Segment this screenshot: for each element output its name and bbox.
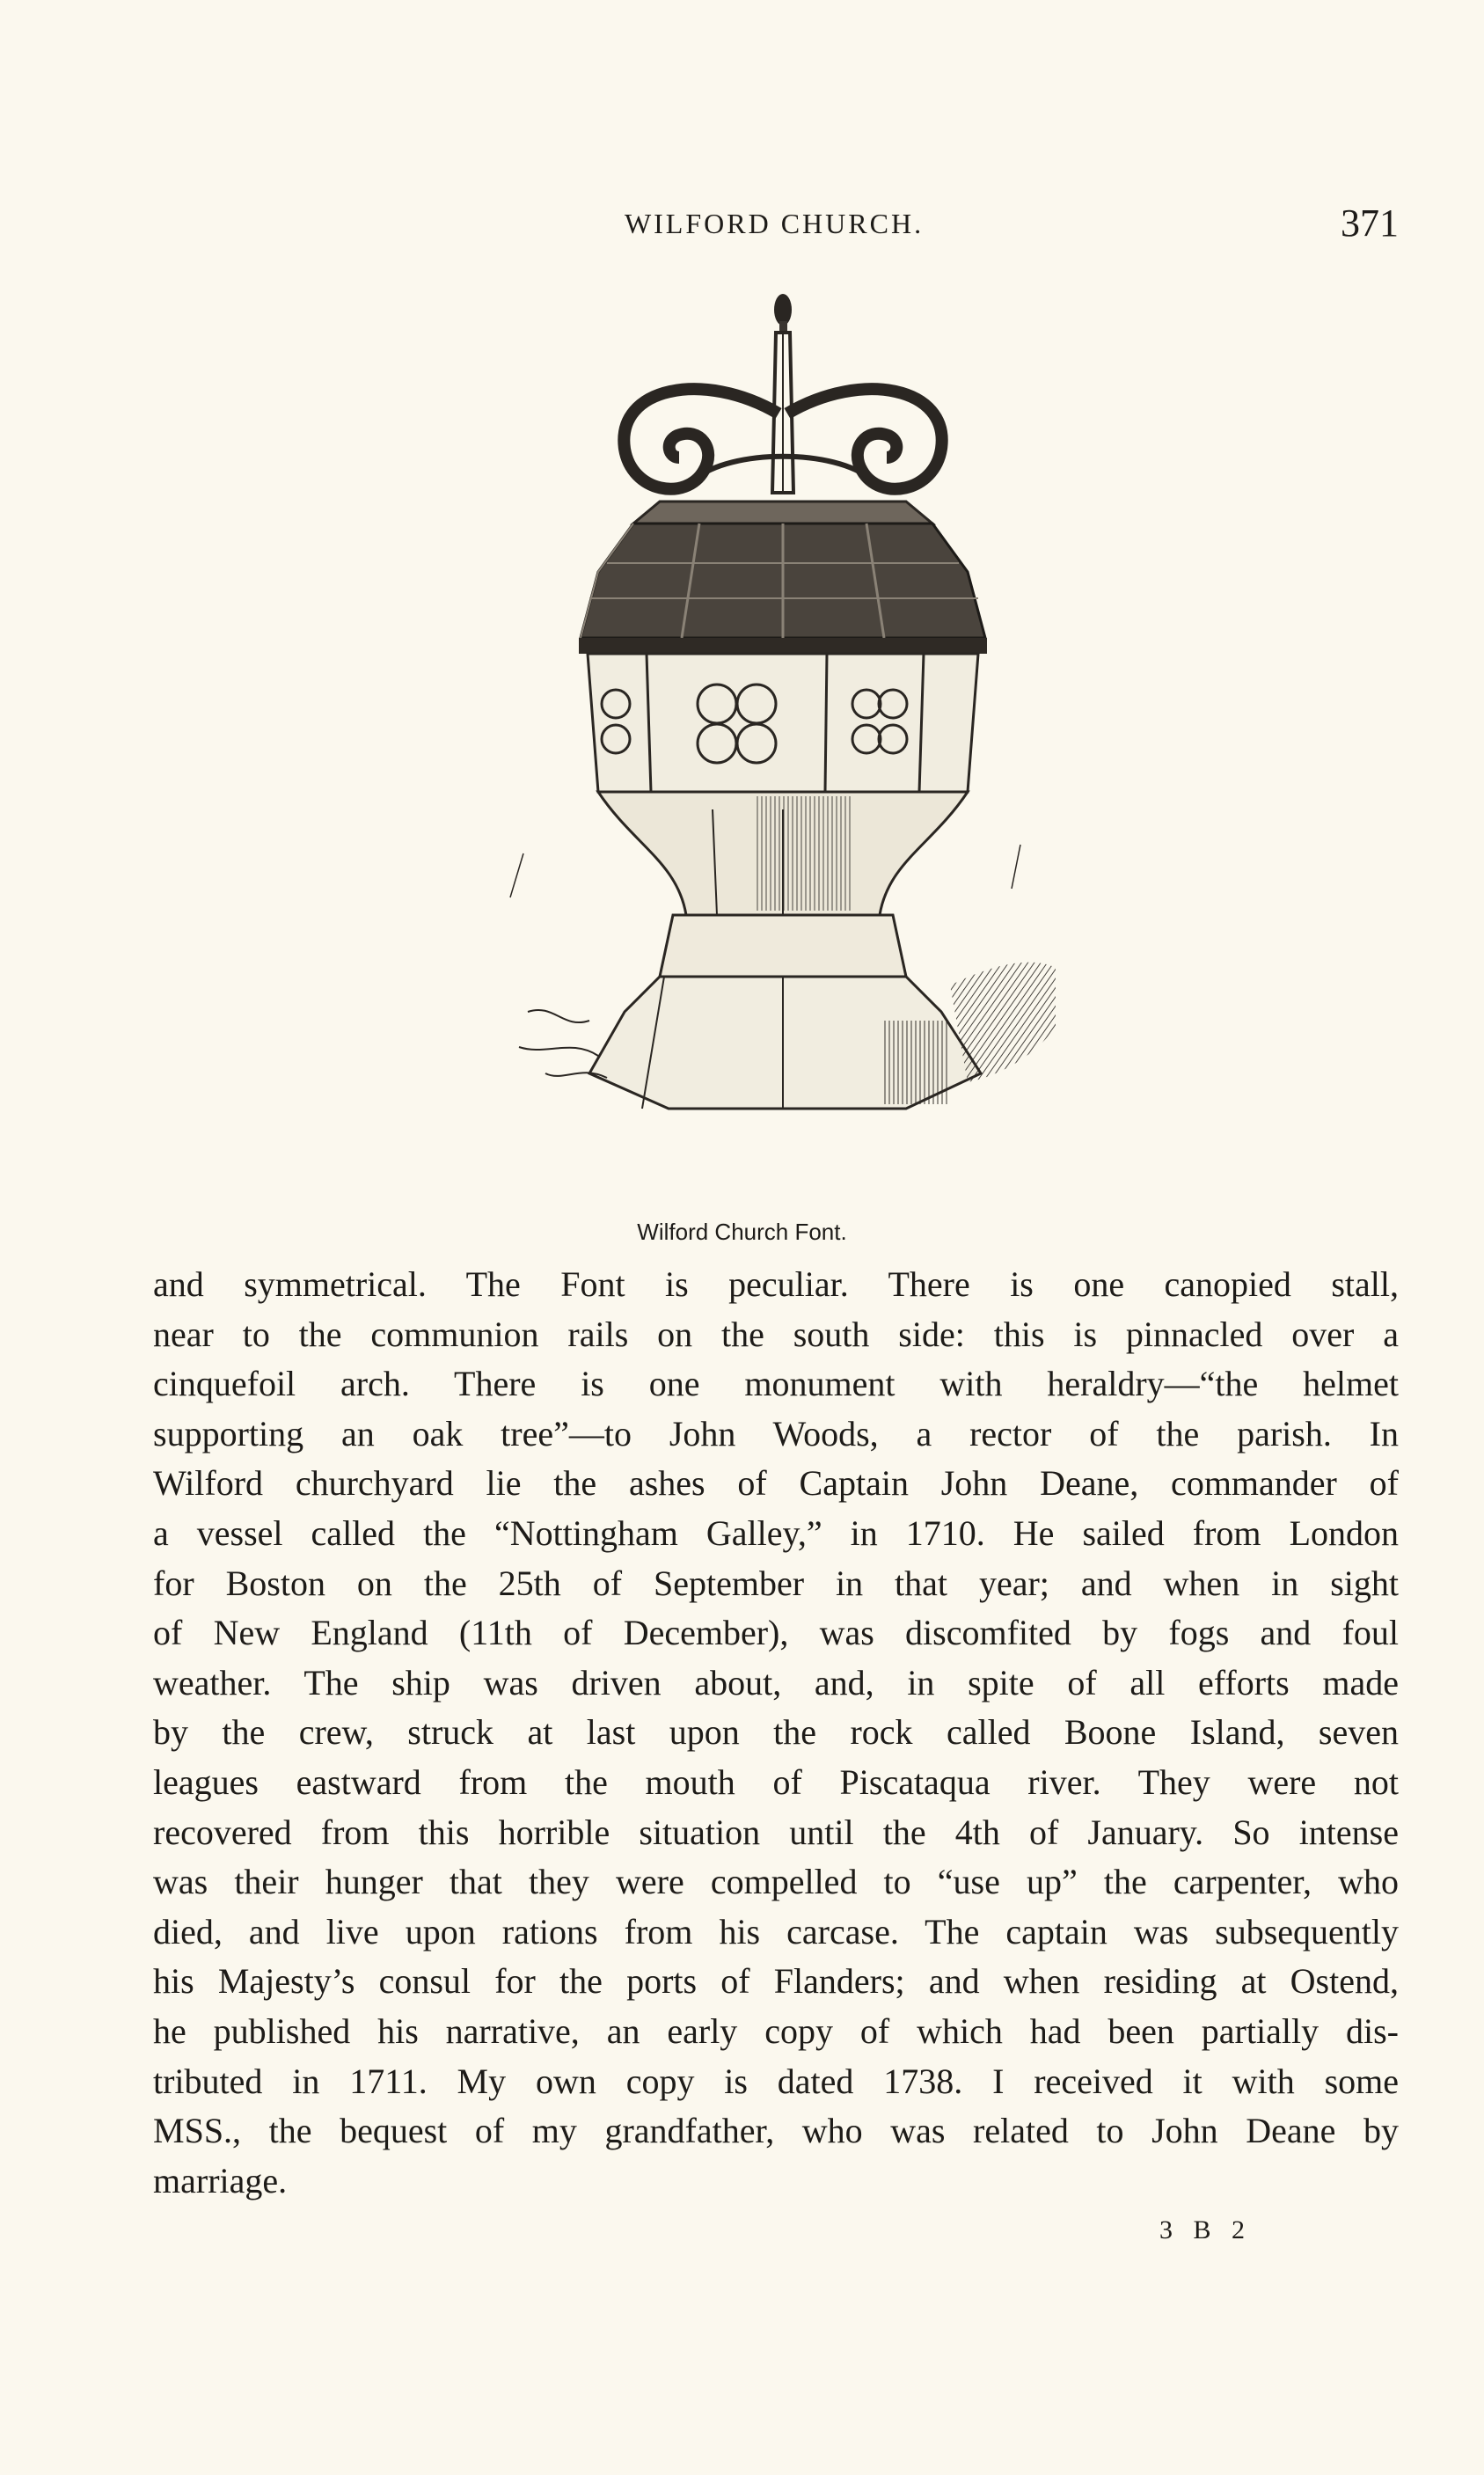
text-line: cinquefoil arch. There is one monument with heraldry—“the helmet [153, 1364, 1399, 1404]
text-line: and symmetrical. The Font is peculiar. There is one canopied stall, [153, 1264, 1399, 1304]
text-line: marriage. [153, 2160, 288, 2200]
body-text [153, 1260, 1399, 2206]
page-number: 371 [1341, 201, 1399, 245]
running-head [150, 201, 1399, 253]
text-line: for Boston on the 25th of September in that year; and when in sight [153, 1563, 1399, 1603]
text-line: recovered from this horrible situation until the 4th of January. So intense [153, 1812, 1399, 1852]
text-line: weather. The ship was driven about, and, in spite of all efforts made [153, 1662, 1399, 1702]
text-line: tributed in 1711. My own copy is dated 1738. I received it with some [153, 2061, 1399, 2101]
text-line: by the crew, struck at last upon the rock called Boone Island, seven [153, 1712, 1399, 1753]
baptismal-font-engraving [493, 282, 1056, 1214]
text-line: a vessel called the “Nottingham Galley,” in 1710. He sailed from London [153, 1512, 1399, 1553]
running-title: WILFORD CHURCH. [624, 208, 925, 239]
text-line: of New England (11th of December), was discomfited by fogs and foul [153, 1613, 1399, 1653]
text-line: was their hunger that they were compelled to “use up” the carpenter, who [153, 1862, 1399, 1902]
text-line: Wilford churchyard lie the ashes of Captain John Deane, commander of [153, 1463, 1399, 1504]
text-line: he published his narrative, an early copy of which had been partially dis- [153, 2010, 1399, 2051]
text-line: died, and live upon rations from his carcase. The captain was subsequently [153, 1911, 1399, 1951]
text-line: MSS., the bequest of my grandfather, who was related to John Deane by [153, 2111, 1399, 2151]
text-line: leagues eastward from the mouth of Piscataqua river. They were not [153, 1761, 1399, 1802]
text-line: near to the communion rails on the south side: this is pinnacled over a [153, 1314, 1399, 1354]
figure-caption: Wilford Church Font. [637, 1219, 847, 1245]
signature-mark: 3 B 2 [1159, 2215, 1253, 2244]
font-illustration [493, 282, 1056, 1214]
text-line: supporting an oak tree”—to John Woods, a rector of the parish. In [153, 1413, 1399, 1454]
text-line: his Majesty’s consul for the ports of Flanders; and when residing at Ostend, [153, 1961, 1399, 2002]
